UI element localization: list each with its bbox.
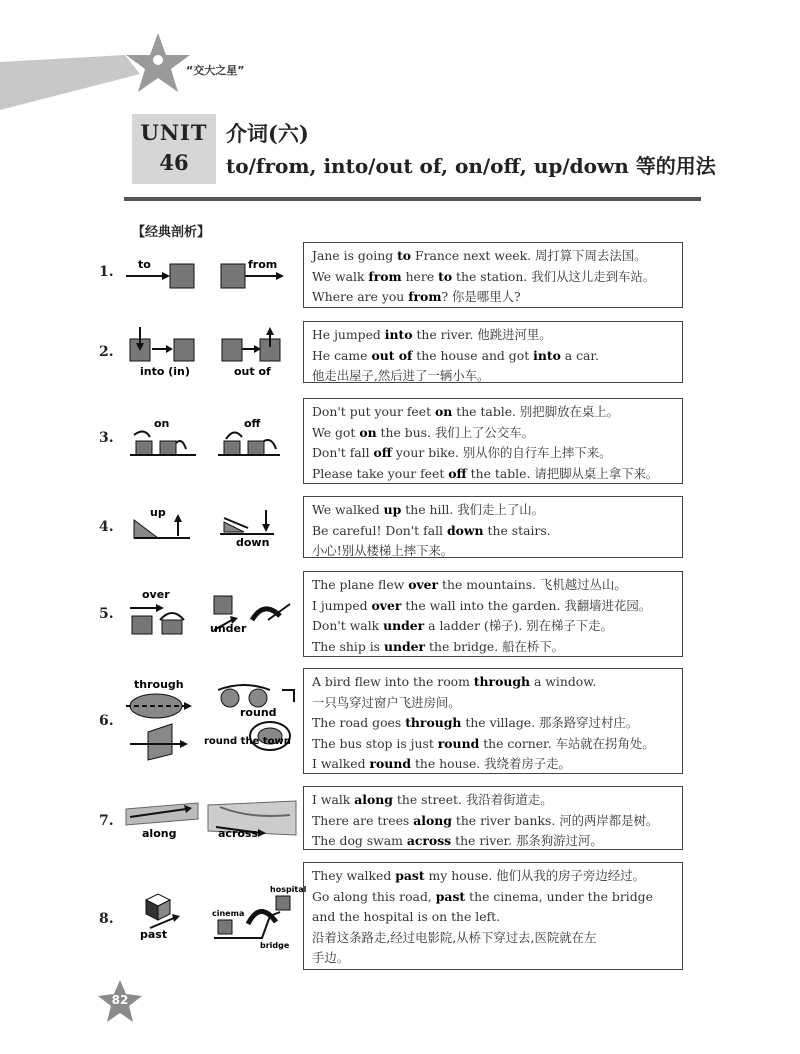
- unit-number: 46: [159, 150, 189, 175]
- sentence-text: my house. 他们从我的房子旁边经过。: [424, 868, 645, 883]
- example-sentence: [312, 948, 682, 969]
- example-sentence: [312, 287, 682, 308]
- preposition-highlight: round: [437, 735, 480, 751]
- sentence-text: and the hospital is on the left.: [312, 909, 501, 924]
- example-sentence: [312, 325, 682, 346]
- preposition-highlight: out of: [371, 347, 413, 363]
- sentence-text: The plane flew: [312, 577, 409, 592]
- along-across-illustration: [120, 795, 300, 843]
- sentence-text: ? 你是哪里人?: [441, 289, 521, 304]
- preposition-highlight: round: [369, 756, 411, 771]
- example-sentence: [312, 464, 682, 485]
- page-title-cn: 介词(六): [226, 121, 309, 146]
- example-sentence: [312, 754, 682, 775]
- sentence-text: the corner. 车站就在拐角处。: [479, 735, 655, 751]
- sentence-text: Don't walk: [312, 618, 384, 633]
- over-under-illustration: [120, 586, 300, 638]
- row-number: 5.: [99, 606, 114, 622]
- sentence-text: the village. 那条路穿过村庄。: [461, 715, 639, 730]
- example-sentence: [312, 596, 682, 617]
- example-sentence: [312, 402, 682, 423]
- example-sentence: [312, 887, 682, 908]
- preposition-highlight: off: [448, 465, 467, 481]
- example-sentence: [312, 672, 682, 693]
- example-sentence: [312, 521, 682, 542]
- sentence-text: There are trees: [312, 812, 414, 828]
- sentence-text: the house and got: [412, 347, 534, 363]
- title-rule: [124, 197, 701, 201]
- preposition-highlight: across: [406, 833, 452, 848]
- past-illustration: [120, 880, 307, 952]
- sentence-text: We walked: [312, 502, 384, 517]
- row-number: 6.: [99, 713, 114, 729]
- label-down: down: [236, 536, 270, 549]
- example-box: [303, 668, 683, 774]
- label-past: past: [140, 928, 168, 941]
- example-sentence: [312, 928, 682, 949]
- section-label: 【经典剖析】: [132, 225, 211, 240]
- example-sentence: [312, 443, 682, 464]
- preposition-highlight: up: [383, 502, 402, 517]
- row-number: 3.: [99, 430, 114, 446]
- sentence-text: 小心!别从楼梯上摔下来。: [312, 543, 454, 558]
- example-sentence: [312, 246, 682, 267]
- sentence-text: a car.: [560, 347, 599, 363]
- example-sentence: [312, 346, 682, 367]
- sentence-text: The dog swam: [312, 833, 407, 848]
- sentence-text: I jumped: [312, 597, 372, 613]
- sentence-text: a ladder (梯子). 别在梯子下走。: [424, 618, 613, 633]
- label-from: from: [248, 258, 278, 271]
- example-sentence: [312, 637, 682, 658]
- preposition-highlight: over: [408, 577, 439, 592]
- sentence-text: They walked: [312, 868, 396, 883]
- sentence-text: a window.: [530, 674, 597, 689]
- example-sentence: [312, 616, 682, 637]
- preposition-highlight: into: [384, 327, 413, 342]
- preposition-highlight: from: [408, 289, 442, 304]
- sentence-text: the table. 别把脚放在桌上。: [452, 404, 620, 419]
- page-title-en: to/from, into/out of, on/off, up/down 等的用法: [226, 154, 716, 178]
- sentence-text: your bike. 别从你的自行车上摔下来。: [391, 445, 612, 460]
- preposition-highlight: on: [359, 424, 377, 440]
- sentence-text: the wall into the garden. 我翻墙进花园。: [401, 597, 652, 613]
- sentence-text: Where are you: [312, 289, 409, 304]
- unit-word: UNIT: [140, 120, 208, 145]
- example-sentence: [312, 366, 682, 387]
- label-round-the-town: round the town: [204, 736, 291, 747]
- example-box: [303, 242, 683, 308]
- example-sentence: [312, 267, 682, 288]
- sentence-text: He jumped: [312, 327, 385, 342]
- unit-badge: [132, 114, 216, 184]
- example-sentence: [312, 790, 682, 811]
- example-box: [303, 321, 683, 383]
- example-sentence: [312, 734, 682, 755]
- sentence-text: the stairs.: [483, 522, 551, 538]
- through-round-illustration: [120, 676, 300, 766]
- sentence-text: the table. 请把脚从桌上拿下来。: [466, 465, 659, 481]
- preposition-highlight: under: [383, 618, 425, 633]
- example-box: [303, 571, 683, 657]
- row-number: 8.: [99, 911, 114, 927]
- sentence-text: the river banks. 河的两岸都是树。: [451, 812, 659, 828]
- label-over: over: [142, 588, 170, 601]
- example-sentence: [312, 713, 682, 734]
- row-number: 2.: [99, 344, 114, 360]
- preposition-highlight: under: [383, 638, 426, 654]
- row-number: 7.: [99, 813, 114, 829]
- label-into: into (in): [140, 365, 190, 378]
- preposition-highlight: to: [438, 268, 453, 284]
- sentence-text: I walked: [312, 756, 370, 771]
- sentence-text: I walk: [312, 792, 355, 807]
- label-up: up: [150, 506, 166, 519]
- label-to: to: [138, 258, 151, 271]
- label-across: across: [218, 827, 259, 840]
- label-hospital: hospital: [270, 885, 307, 894]
- sentence-text: He came: [312, 347, 372, 363]
- label-bridge: bridge: [260, 941, 290, 950]
- label-off: off: [244, 417, 261, 430]
- sentence-text: We walk: [312, 268, 369, 284]
- brand-label: “交大之星”: [186, 64, 245, 77]
- on-off-illustration: [120, 415, 300, 463]
- sentence-text: the street. 我沿着街道走。: [392, 792, 553, 807]
- page-number: 82: [111, 993, 129, 1007]
- label-round: round: [240, 706, 277, 719]
- sentence-text: We got: [312, 424, 360, 440]
- sentence-text: Be careful! Don't fall: [312, 522, 447, 538]
- sentence-text: the river. 他跳进河里。: [412, 327, 552, 342]
- example-box: [303, 786, 683, 850]
- sentence-text: 沿着这条路走,经过电影院,从桥下穿过去,医院就在左: [312, 929, 597, 945]
- header-banner: [0, 0, 800, 120]
- preposition-highlight: through: [473, 674, 531, 689]
- sentence-text: The road goes: [312, 715, 406, 730]
- label-along: along: [142, 827, 177, 840]
- sentence-text: 他走出屋子,然后进了一辆小车。: [312, 368, 490, 383]
- sentence-text: Jane is going: [312, 248, 398, 263]
- label-through: through: [134, 678, 184, 691]
- example-sentence: [312, 423, 682, 444]
- preposition-highlight: down: [446, 522, 484, 538]
- sentence-text: the bridge. 船在桥下。: [425, 638, 565, 654]
- sentence-text: the bus. 我们上了公交车。: [376, 424, 535, 440]
- example-sentence: [312, 831, 682, 852]
- label-cinema: cinema: [212, 909, 245, 918]
- example-sentence: [312, 693, 682, 714]
- sentence-text: A bird flew into the room: [312, 674, 474, 689]
- sentence-text: 手边。: [312, 950, 350, 965]
- up-down-illustration: [120, 500, 300, 548]
- sentence-text: France next week. 周打算下周去法国。: [411, 248, 647, 263]
- to-from-illustration: [120, 255, 300, 295]
- example-box: [303, 862, 683, 970]
- preposition-highlight: past: [435, 888, 466, 904]
- preposition-highlight: from: [368, 268, 402, 284]
- example-sentence: [312, 866, 682, 887]
- example-sentence: [312, 500, 682, 521]
- preposition-highlight: along: [413, 812, 452, 828]
- label-under: under: [210, 622, 247, 635]
- sentence-text: the station. 我们从这儿走到车站。: [452, 268, 656, 284]
- row-number: 4.: [99, 519, 114, 535]
- preposition-highlight: through: [405, 715, 462, 730]
- preposition-highlight: along: [354, 792, 393, 807]
- preposition-highlight: to: [397, 248, 412, 263]
- sentence-text: the house. 我绕着房子走。: [411, 756, 571, 771]
- example-sentence: [312, 541, 682, 562]
- sentence-text: 一只鸟穿过窗户飞进房间。: [312, 694, 461, 710]
- example-sentence: [312, 811, 682, 832]
- preposition-highlight: over: [371, 597, 402, 613]
- label-on: on: [154, 417, 170, 430]
- example-sentence: [312, 907, 682, 928]
- preposition-highlight: past: [395, 868, 425, 883]
- label-out-of: out of: [234, 365, 271, 378]
- example-box: [303, 496, 683, 558]
- sentence-text: the cinema, under the bridge: [465, 888, 653, 904]
- preposition-highlight: off: [373, 445, 392, 460]
- sentence-text: here: [401, 268, 439, 284]
- sentence-text: Go along this road,: [312, 888, 436, 904]
- preposition-highlight: on: [435, 404, 453, 419]
- sentence-text: Don't fall: [312, 445, 374, 460]
- row-number: 1.: [99, 264, 114, 280]
- sentence-text: the hill. 我们走上了山。: [401, 502, 545, 517]
- example-box: [303, 398, 683, 484]
- into-outof-illustration: [120, 325, 300, 381]
- sentence-text: The bus stop is just: [312, 735, 438, 751]
- sentence-text: Please take your feet: [312, 465, 449, 481]
- sentence-text: the river. 那条狗游过河。: [451, 833, 603, 848]
- preposition-highlight: into: [533, 347, 561, 363]
- sentence-text: the mountains. 飞机越过丛山。: [438, 577, 627, 592]
- example-sentence: [312, 575, 682, 596]
- sentence-text: The ship is: [312, 638, 384, 654]
- sentence-text: Don't put your feet: [312, 404, 435, 419]
